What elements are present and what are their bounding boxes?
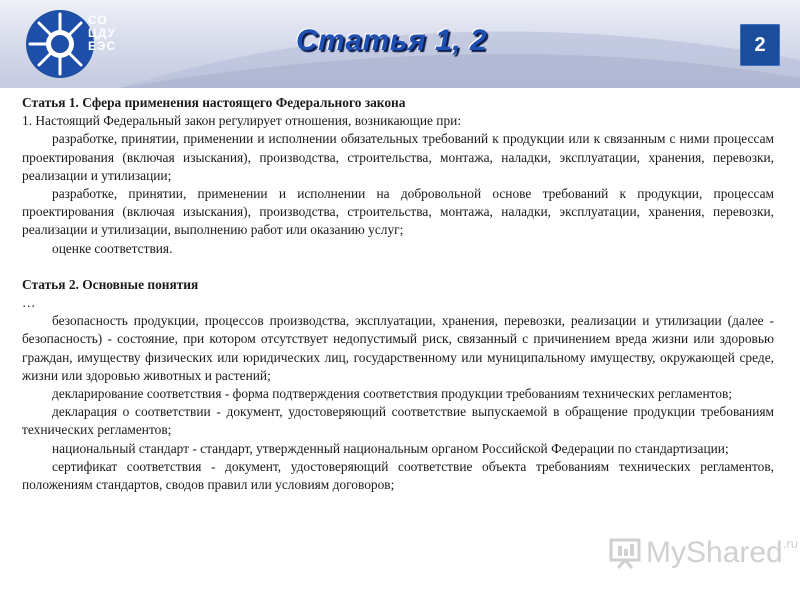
article-2-definition: декларирование соответствия - форма подтверждения соответствия продукции требованиям технических регламентов; [52, 386, 733, 402]
section-spacer [22, 258, 774, 276]
article-1-heading: Статья 1. Сфера применения настоящего Федерального закона [22, 95, 406, 110]
article-1-paragraph: 1. Настоящий Федеральный закон регулирует отношения, возникающие при: [22, 113, 462, 129]
logo-line-2: ЦДУ [88, 26, 116, 40]
document-body [22, 94, 774, 494]
watermark-suffix: Shared [686, 536, 783, 569]
presentation-icon [608, 536, 642, 570]
watermark-prefix: My [646, 536, 686, 569]
slide-header [0, 0, 800, 88]
article-2-definition: сертификат соответствия - документ, удостоверяющий соответствие объекта требованиям технических регламентов, положениям стандартов, сводов правил или условиям договоров; [22, 458, 774, 493]
article-2-definition: национальный стандарт - стандарт, утвержденный национальным органом Российской Федерации по стандартизации; [52, 440, 729, 456]
watermark-superscript: .ru [782, 536, 798, 551]
article-2-definition: безопасность продукции, процессов производства, эксплуатации, хранения, перевозки, реализации и утилизации (далее - безопасность) - состояние, при котором отсутствует недопустимый риск, связанный с причинением вреда жизни или здоровью граждан, имуществу физических или юридических лиц, государственному или муниципальному имуществу, окружающей среде, жизни или здоровью животных и растений; [22, 313, 774, 383]
logo-line-1: СО [88, 13, 108, 27]
company-logo [18, 4, 128, 84]
ellipsis: … [22, 295, 36, 311]
logo-text [88, 14, 116, 53]
slide-title: Статья 1, 2 [296, 24, 488, 57]
article-1-item: разработке, принятии, применении и исполнении на добровольной основе требований к продукции, процессам проектирования (включая изыскания), производства, строительства, монтажа, наладки, эксплуатации, хранения, перевозки, реализации и утилизации, выполнению работ или оказанию услуг; [22, 186, 774, 238]
article-2-definition: декларация о соответствии - документ, удостоверяющий соответствие выпускаемой в обращение продукции требованиям технических регламентов; [22, 404, 774, 438]
page-number-badge: 2 [740, 24, 780, 66]
watermark-text [646, 536, 798, 570]
article-2-heading: Статья 2. Основные понятия [22, 276, 199, 292]
article-1-item: разработке, принятии, применении и исполнении обязательных требований к продукции или к связанным с ними процессам проектирования (включая изыскания), производства, строительства, монтажа, наладки, эксплуатации, хранения, перевозки, реализации и утилизации; [22, 131, 774, 183]
logo-line-3: ЕЭС [88, 39, 117, 53]
article-1-item: оценке соответствия. [52, 240, 173, 256]
myshared-watermark [608, 536, 798, 570]
